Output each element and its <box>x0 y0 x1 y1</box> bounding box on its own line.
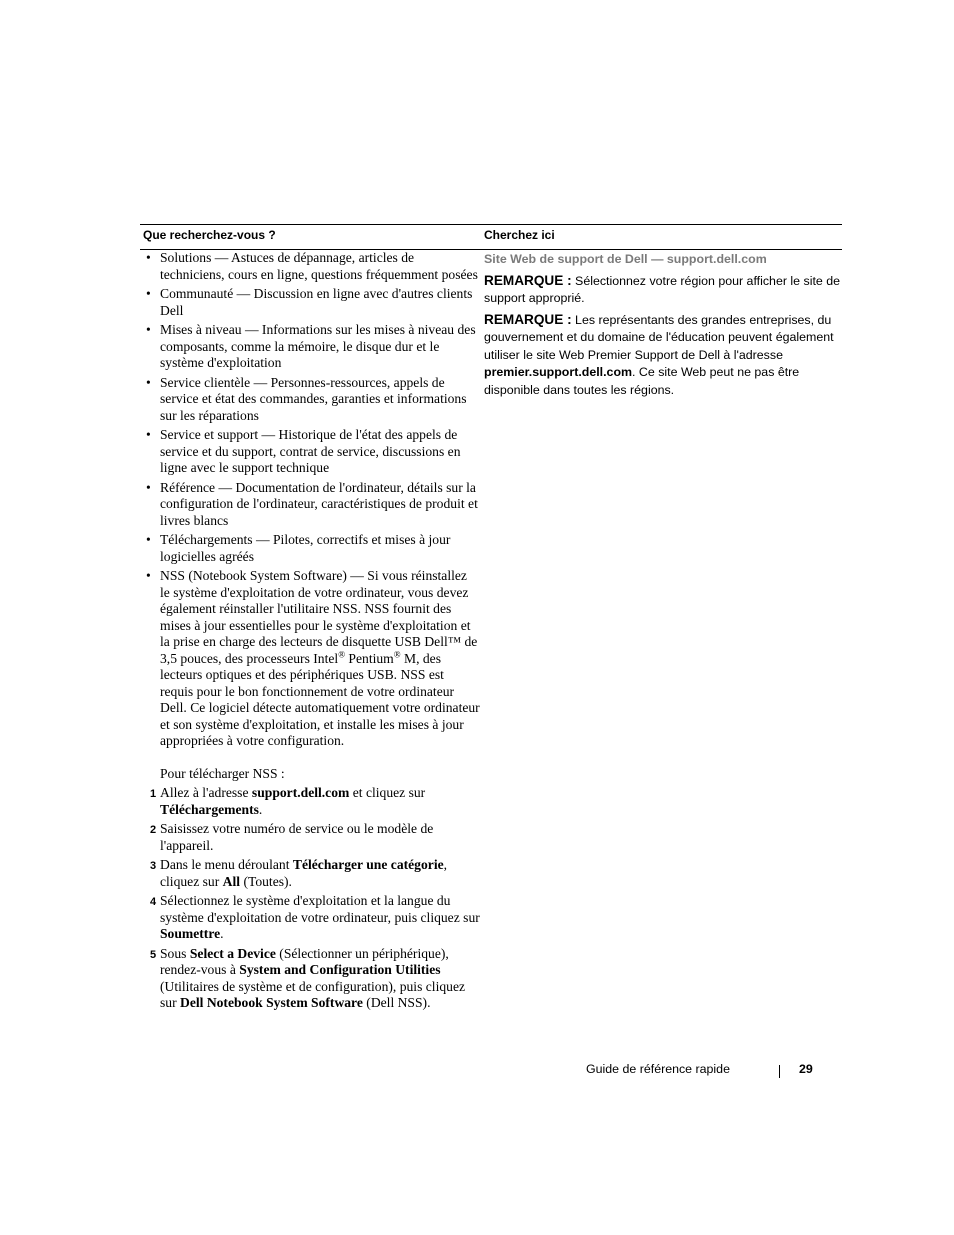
bullet-icon: • <box>146 532 151 547</box>
bullet-icon: • <box>146 286 151 301</box>
footer-separator <box>779 1065 780 1078</box>
list-item: • Solutions — Astuces de dépannage, articles de techniciens, cours en ligne, questions fréquemment posées <box>146 250 478 282</box>
table-header-left: Que recherchez-vous ? <box>143 228 276 242</box>
nss-steps <box>140 785 480 1012</box>
note-label: REMARQUE : <box>484 272 572 288</box>
resource-list <box>140 250 480 750</box>
list-item: • Communauté — Discussion en ligne avec d'autres clients Dell <box>146 286 473 318</box>
list-item: • Service clientèle — Personnes-ressources, appels de service et état des commandes, garanties et informations sur les réparations <box>146 374 467 423</box>
step-item: 1 Allez à l'adresse support.dell.com et cliquez sur Téléchargements. <box>150 785 426 817</box>
nss-download-intro: Pour télécharger NSS : <box>160 765 285 781</box>
bullet-icon: • <box>146 568 151 583</box>
note-label: REMARQUE : <box>484 311 572 327</box>
page-number: 29 <box>799 1062 813 1076</box>
footer-guide-title: Guide de référence rapide <box>586 1062 730 1076</box>
bullet-icon: • <box>146 374 151 390</box>
list-item: • Téléchargements — Pilotes, correctifs et mises à jour logicielles agréés <box>146 532 451 564</box>
list-item: • Service et support — Historique de l'état des appels de service et du support, contrat de service, discussions en ligne avec le support technique <box>146 427 461 475</box>
bullet-icon: • <box>146 427 151 442</box>
right-column <box>484 251 842 402</box>
support-site-title: Site Web de support de Dell — support.dell.com <box>484 252 767 266</box>
list-item-nss: • NSS (Notebook System Software) — Si vous réinstallez le système d'exploitation de votre ordinateur, vous devez également réinstaller l'utilitaire NSS. NSS fournit des mises à jour essentielles pour le système d'exploitation et la prise en charge des lecteurs de disquette USB Dell™ de 3,5 pouces, des processeurs Intel® Pentium® M, des lecteurs optiques et des périphériques USB. NSS est requis pour le bon fonctionnement de votre ordinateur Dell. Ce logiciel détecte automatiquement votre ordinateur et son système d'exploitation, et installe les mises à jour appropriées à votre configuration. <box>146 568 480 748</box>
table-top-rule <box>140 224 842 225</box>
step-item: 4 Sélectionnez le système d'exploitation et la langue du système d'exploitation de votre ordinateur, puis cliquez sur Soumettre. <box>150 893 480 941</box>
step-item: 2 Saisissez votre numéro de service ou le modèle de l'appareil. <box>150 821 434 853</box>
step-item: 3 Dans le menu déroulant Télécharger une catégorie, cliquez sur All (Toutes). <box>150 857 448 889</box>
list-item: • Référence — Documentation de l'ordinateur, détails sur la configuration de l'ordinateur, caractéristiques de produit et livres blancs <box>146 479 478 528</box>
bullet-icon: • <box>146 250 151 265</box>
bullet-icon: • <box>146 322 151 337</box>
bullet-icon: • <box>146 479 151 495</box>
note-premier-support: REMARQUE : Les représentants des grandes entreprises, du gouvernement et du domaine de l'éducation peuvent également utiliser le site Web Premier Support de Dell à l'adresse premier.support.dell.com. Ce site Web peut ne pas être disponible dans toutes les régions. <box>484 311 834 397</box>
table-header-right: Cherchez ici <box>484 228 555 242</box>
left-column <box>140 250 480 1015</box>
note-region: REMARQUE : Sélectionnez votre région pour afficher le site de support approprié. <box>484 272 841 305</box>
step-item: 5 Sous Select a Device (Sélectionner un périphérique), rendez-vous à System and Configuration Utilities (Utilitaires de système et de configuration), puis cliquez sur Dell Notebook System Software (Dell NSS). <box>150 945 466 1010</box>
list-item: • Mises à niveau — Informations sur les mises à niveau des composants, comme la mémoire, le disque dur et le système d'exploitation <box>146 322 476 370</box>
